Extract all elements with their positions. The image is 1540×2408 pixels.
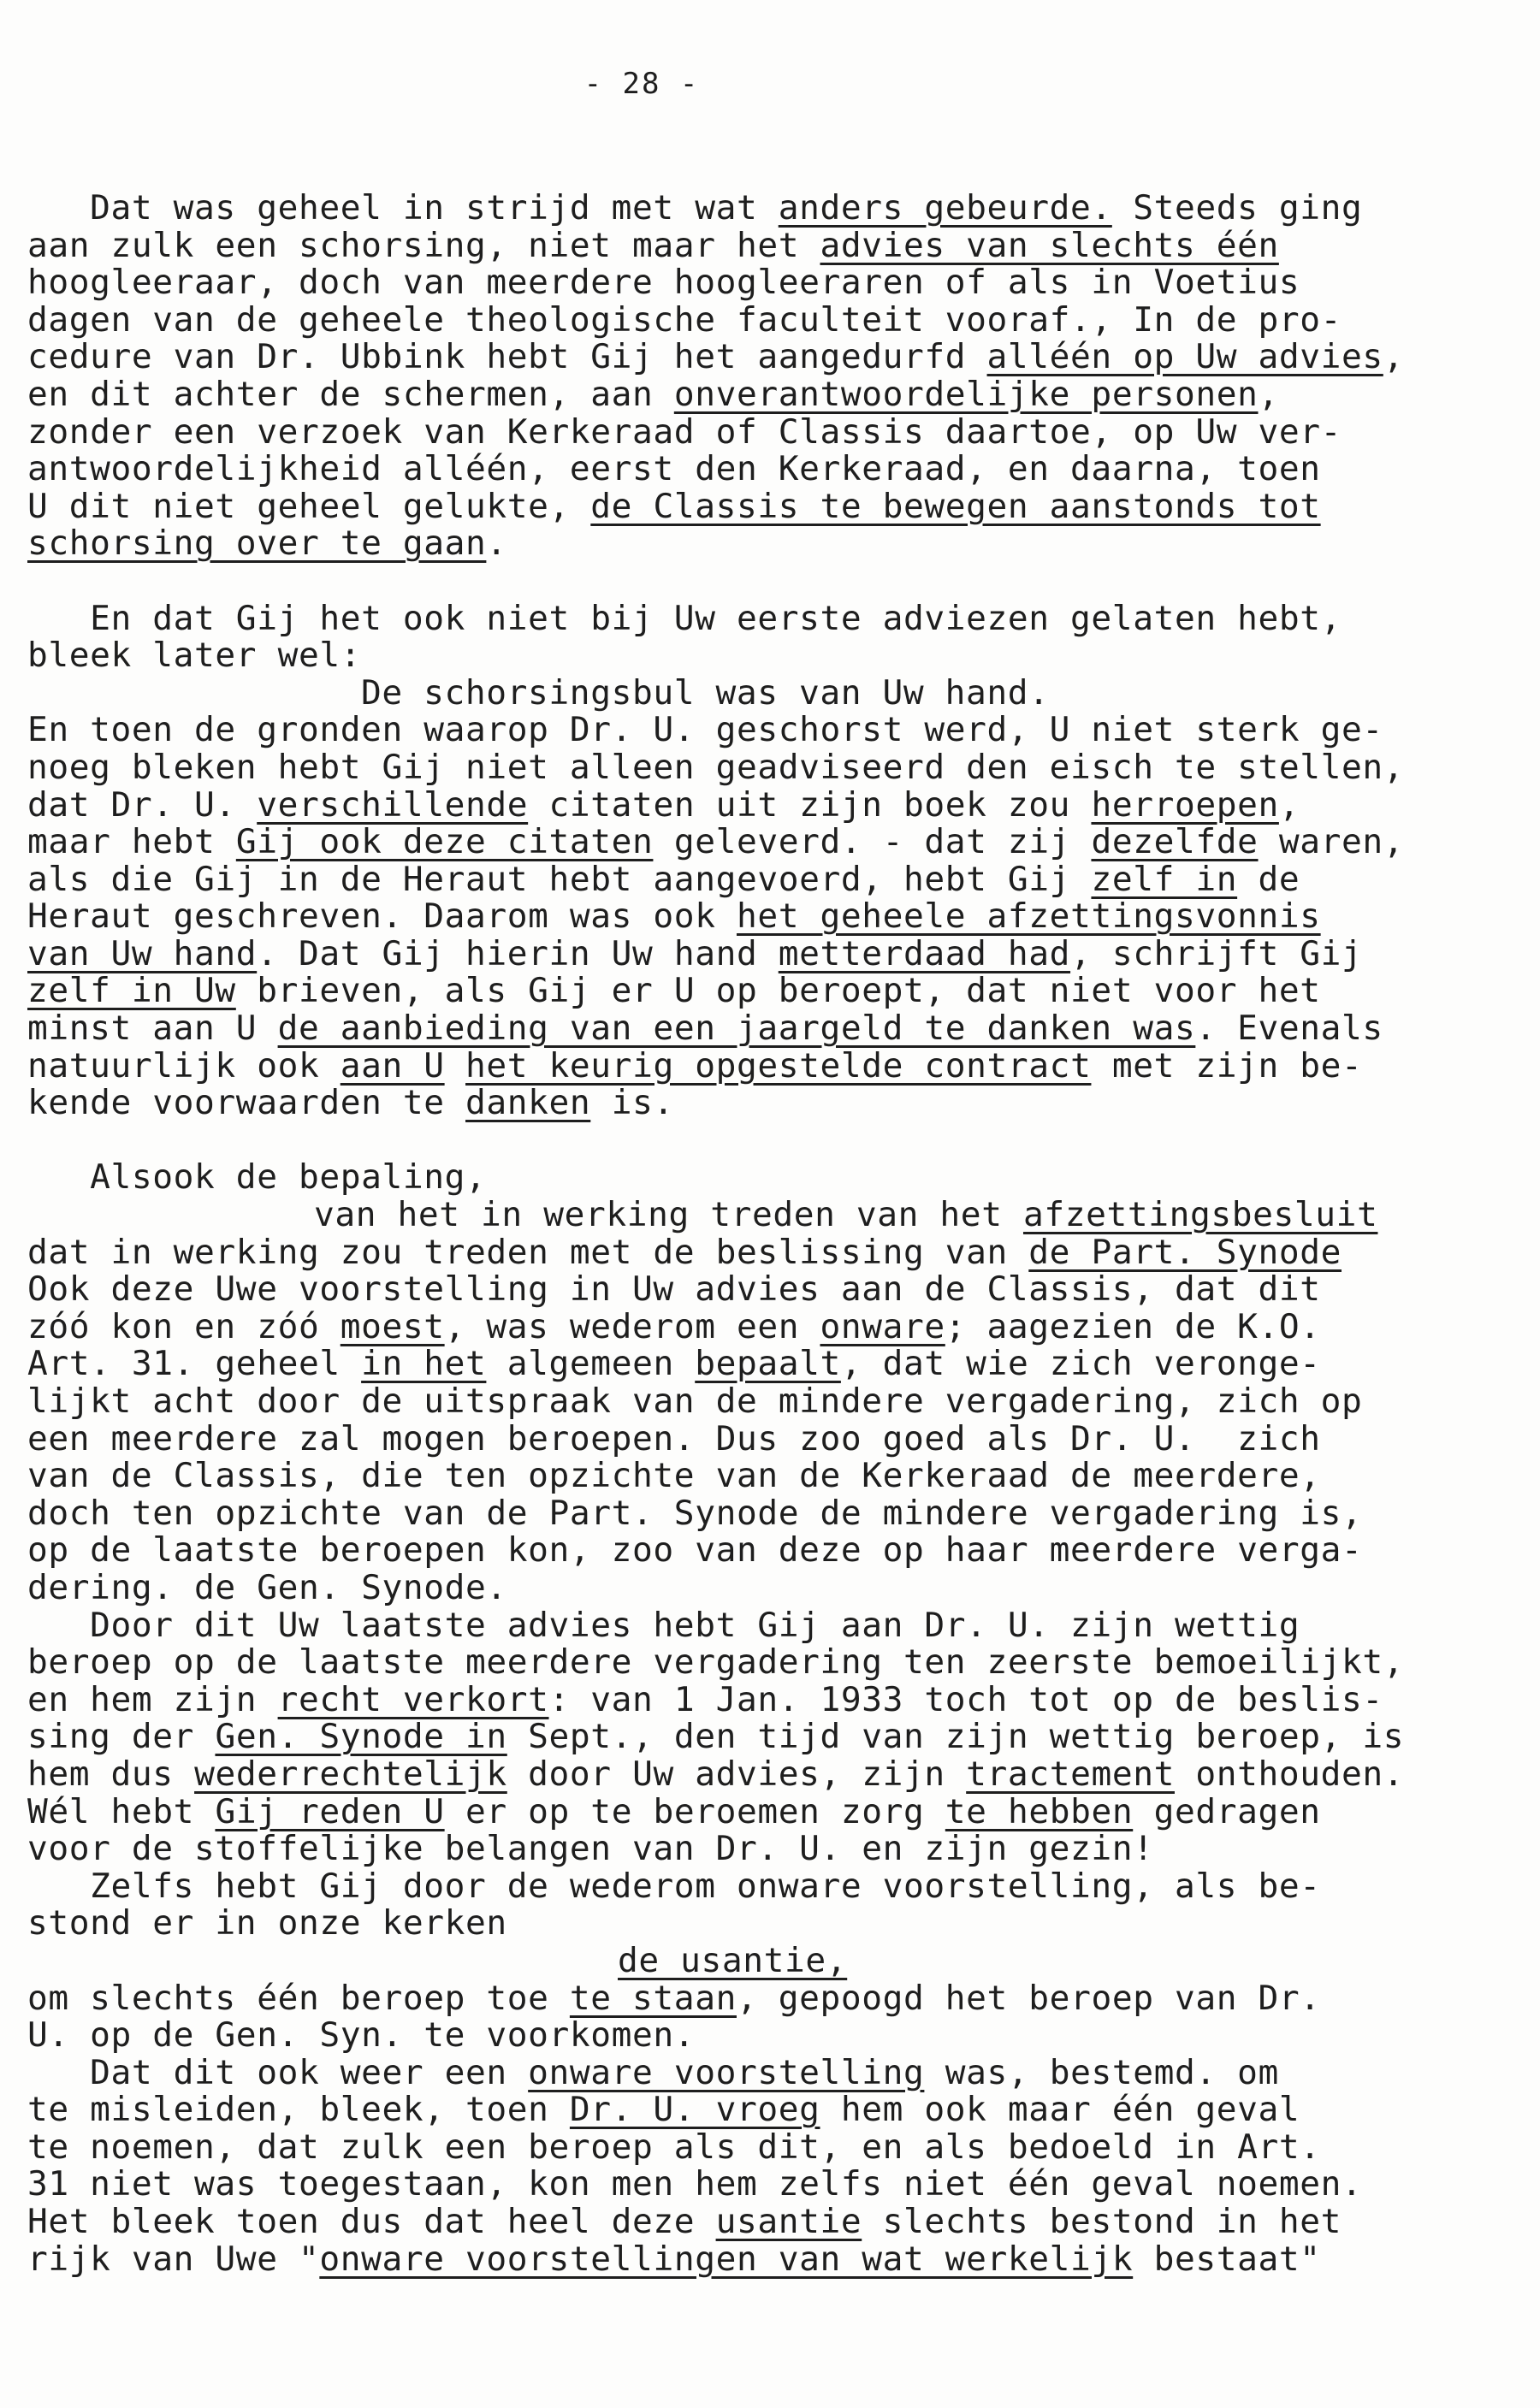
- underlined-text: in het: [361, 1344, 487, 1384]
- text-line: [27, 1532, 1516, 1570]
- text-line: [27, 299, 1516, 340]
- text-segment: Alsook de bepaling,: [27, 1157, 487, 1198]
- text-line: [27, 1234, 1516, 1272]
- text-segment: hoogleeraar, doch van meerdere hoogleeraren of als in Voetius: [27, 263, 1300, 303]
- text-segment: voor de stoffelijke belangen van Dr. U. en zijn gezin!: [27, 1829, 1154, 1869]
- text-line: [27, 2129, 1516, 2167]
- text-line: [27, 1458, 1516, 1495]
- text-segment: , was wederom een: [444, 1306, 820, 1346]
- text-segment: stond er in onze kerken: [27, 1903, 507, 1944]
- text-line: [27, 190, 1516, 228]
- text-line: [27, 1159, 1516, 1197]
- text-segment: citaten uit zijn boek zou: [528, 784, 1092, 825]
- text-segment: .: [486, 524, 507, 564]
- paragraph-gap: [27, 563, 1516, 601]
- text-segment: zonder een verzoek van Kerkeraad of Classis daartoe, op Uw ver-: [27, 411, 1342, 452]
- text-line: [27, 1940, 1516, 1980]
- text-segment: Het bleek toen dus dat heel deze: [27, 2202, 716, 2242]
- text-segment: als die Gij in de Heraut hebt aangevoerd, hebt Gij: [27, 859, 1092, 899]
- text-segment: en hem zijn: [27, 1679, 278, 1719]
- text-segment: te noemen, dat zulk een beroep als dit, en als bedoeld in Art.: [27, 2127, 1321, 2167]
- text-segment: bleek later wel:: [27, 636, 362, 676]
- underlined-text: de Classis te bewegen aanstonds tot: [590, 486, 1321, 526]
- text-segment: minst aan U: [27, 1009, 278, 1049]
- text-segment: 31 niet was toegestaan, kon men hem zelfs niet één geval noemen.: [27, 2164, 1363, 2204]
- text-line: [27, 1868, 1516, 1906]
- underlined-text: metterdaad had: [778, 933, 1071, 973]
- text-segment: was, bestemd. om: [924, 2052, 1279, 2092]
- underlined-text: dezelfde: [1091, 822, 1259, 862]
- underlined-text: Gen. Synode in: [215, 1717, 507, 1757]
- text-line: [27, 525, 1516, 563]
- text-segment: kende voorwaarden te: [27, 1083, 466, 1123]
- text-segment: En toen de gronden waarop Dr. U. geschorst werd, U niet sterk ge-: [27, 710, 1383, 750]
- underlined-text: moest: [340, 1306, 445, 1346]
- text-segment: Zelfs hebt Gij door de wederom onware voorstelling, als be-: [27, 1866, 1321, 1906]
- text-line: [27, 1045, 1516, 1086]
- text-line: [27, 225, 1516, 265]
- text-line: [27, 1756, 1516, 1794]
- underlined-text: afzettingsbesluit: [1022, 1195, 1378, 1235]
- text-segment: Sept., den tijd van zijn wettig beroep, is: [506, 1717, 1405, 1757]
- underlined-text: verschillende: [257, 784, 529, 825]
- text-line: [27, 824, 1516, 861]
- text-segment: van het in werking treden van het: [314, 1195, 1023, 1235]
- text-segment: U dit niet geheel gelukte,: [27, 486, 591, 526]
- underlined-text: de aanbieding van een jaargeld te danken was: [277, 1009, 1196, 1049]
- text-segment: Heraut geschreven. Daarom was ook: [27, 896, 737, 937]
- text-segment: natuurlijk ook: [27, 1045, 341, 1086]
- text-segment: , dat wie zich veronge-: [840, 1344, 1321, 1384]
- text-line: [27, 1346, 1516, 1383]
- text-segment: waren,: [1258, 822, 1405, 862]
- text-line: [27, 1980, 1516, 2018]
- text-segment: is.: [590, 1083, 674, 1123]
- text-line: [27, 898, 1516, 936]
- underlined-text: het geheele afzettingsvonnis: [736, 896, 1321, 937]
- text-line: [27, 411, 1516, 452]
- text-line: [27, 1495, 1516, 1533]
- text-segment: op de laatste beroepen kon, zoo van deze op haar meerdere verga-: [27, 1530, 1363, 1571]
- text-line: [27, 1418, 1516, 1458]
- underlined-text: usantie: [715, 2202, 862, 2242]
- text-segment: er op te beroemen zorg: [444, 1791, 945, 1831]
- text-segment: ,: [1258, 374, 1279, 414]
- text-segment: dering. de Gen. Synode.: [27, 1567, 507, 1607]
- text-line: [27, 1383, 1516, 1421]
- text-segment: slechts bestond in het: [862, 2202, 1342, 2242]
- text-segment: een meerdere zal mogen beroepen. Dus zoo goed als Dr. U. zich: [27, 1418, 1321, 1458]
- text-segment: Wél hebt: [27, 1791, 216, 1831]
- text-segment: : van 1 Jan. 1933 toch tot op de beslis-: [548, 1679, 1383, 1719]
- text-segment: brieven, als Gij er U op beroept, dat niet voor het: [235, 971, 1321, 1011]
- text-segment: geleverd. - dat zij: [653, 822, 1092, 862]
- text-segment: U. op de Gen. Syn. te voorkomen.: [27, 2015, 696, 2056]
- underlined-text: anders gebeurde.: [778, 188, 1112, 228]
- text-segment: , gepoogd het beroep van Dr.: [736, 1978, 1321, 2018]
- paragraph-gap: [27, 1122, 1516, 1160]
- underlined-text: schorsing over te gaan: [27, 524, 487, 564]
- underlined-text: advies van slechts één: [820, 225, 1279, 265]
- text-segment: [445, 1046, 465, 1086]
- underlined-text: te hebben: [945, 1791, 1134, 1831]
- text-line: [27, 672, 1516, 713]
- text-line: [27, 1719, 1516, 1756]
- underlined-text: het keurig opgestelde contract: [465, 1045, 1092, 1086]
- text-segment: door Uw advies, zijn: [506, 1754, 967, 1794]
- text-segment: Art. 31. geheel: [27, 1344, 362, 1384]
- text-segment: lijkt acht door de uitspraak van de mindere vergadering, zich op: [27, 1381, 1363, 1421]
- text-segment: . Evenals: [1195, 1009, 1383, 1049]
- underlined-text: Gij reden U: [215, 1791, 445, 1831]
- text-segment: ,: [1383, 337, 1405, 377]
- underlined-text: bepaalt: [695, 1344, 841, 1384]
- text-line: [27, 488, 1516, 526]
- underlined-text: onware voorstellingen van wat werkelijk: [319, 2239, 1134, 2279]
- text-line: [27, 749, 1516, 787]
- text-line: [27, 2241, 1516, 2279]
- text-segment: hem dus: [27, 1754, 195, 1794]
- text-line: [27, 1306, 1516, 1346]
- text-segment: cedure van Dr. Ubbink hebt Gij het aangedurfd: [27, 337, 987, 377]
- underlined-text: onverantwoordelijke personen: [673, 374, 1259, 414]
- text-segment: en dit achter de schermen, aan: [27, 374, 674, 414]
- text-segment: dat Dr. U.: [27, 784, 258, 825]
- text-line: [27, 637, 1516, 675]
- text-line: [27, 1831, 1516, 1868]
- text-segment: met zijn be-: [1091, 1045, 1363, 1086]
- text-line: [27, 264, 1516, 302]
- text-segment: Steeds ging: [1111, 188, 1363, 228]
- text-line: [27, 1085, 1516, 1122]
- text-segment: Dat was geheel in strijd met wat: [27, 188, 779, 228]
- text-line: [27, 712, 1516, 749]
- text-segment: de: [1237, 859, 1300, 899]
- text-segment: De schorsingsbul was van Uw hand.: [361, 672, 1050, 713]
- text-line: [27, 1607, 1516, 1645]
- text-segment: Dat dit ook weer een: [27, 2052, 529, 2092]
- document-body: [27, 190, 1516, 2278]
- underlined-text: recht verkort: [277, 1679, 549, 1719]
- underlined-text: alléén op Uw advies: [986, 337, 1383, 377]
- underlined-text: zelf in Uw: [27, 971, 236, 1011]
- text-line: [27, 784, 1516, 825]
- underlined-text: herroepen: [1091, 784, 1279, 825]
- text-line: [27, 1791, 1516, 1831]
- text-line: [27, 376, 1516, 414]
- text-segment: bestaat": [1133, 2239, 1321, 2279]
- text-segment: hem ook maar één geval: [820, 2090, 1300, 2130]
- text-segment: van de Classis, die ten opzichte van de Kerkeraad de meerdere,: [27, 1456, 1321, 1496]
- underlined-text: onware voorstelling: [528, 2052, 925, 2092]
- text-segment: maar hebt: [27, 822, 236, 862]
- paragraph: [27, 1159, 1516, 2278]
- text-line: [27, 2166, 1516, 2204]
- text-segment: om slechts één beroep toe: [27, 1978, 570, 2018]
- text-segment: sing der: [27, 1717, 216, 1757]
- text-line: [27, 1010, 1516, 1048]
- text-segment: . Dat Gij hierin Uw hand: [257, 933, 779, 973]
- text-segment: gedragen: [1133, 1791, 1321, 1831]
- text-line: [27, 2204, 1516, 2241]
- text-segment: zóó kon en zóó: [27, 1306, 341, 1346]
- text-segment: ,: [1278, 784, 1300, 825]
- underlined-text: tractement: [966, 1754, 1175, 1794]
- text-line: [27, 2052, 1516, 2092]
- text-line: [27, 1197, 1516, 1234]
- text-line: [27, 339, 1516, 376]
- underlined-text: danken: [465, 1083, 591, 1123]
- underlined-text: onware: [820, 1306, 945, 1346]
- underlined-text: te staan: [569, 1978, 737, 2018]
- text-line: [27, 1679, 1516, 1719]
- text-segment: te misleiden, bleek, toen: [27, 2090, 570, 2130]
- text-segment: Ook deze Uwe voorstelling in Uw advies aan de Classis, dat dit: [27, 1269, 1321, 1310]
- underlined-text: de usantie,: [618, 1940, 848, 1980]
- text-segment: dat in werking zou treden met de beslissing van: [27, 1232, 1029, 1272]
- underlined-text: zelf in: [1091, 859, 1238, 899]
- text-segment: beroep op de laatste meerdere vergadering ten zeerste bemoeilijkt,: [27, 1642, 1405, 1683]
- underlined-text: van Uw hand: [27, 933, 258, 973]
- text-line: [27, 861, 1516, 899]
- underlined-text: wederrechtelijk: [194, 1754, 507, 1794]
- text-line: [27, 598, 1516, 638]
- underlined-text: Dr. U. vroeg: [569, 2090, 820, 2130]
- underlined-text: aan U: [340, 1045, 445, 1086]
- text-segment: rijk van Uwe ": [27, 2239, 320, 2279]
- text-line: [27, 2091, 1516, 2129]
- text-segment: ; aagezien de K.O.: [945, 1306, 1321, 1346]
- text-line: [27, 933, 1516, 973]
- text-segment: doch ten opzichte van de Part. Synode de mindere vergadering is,: [27, 1493, 1363, 1533]
- paragraph: [27, 598, 1516, 1123]
- text-line: [27, 1271, 1516, 1309]
- text-segment: aan zulk een schorsing, niet maar het: [27, 225, 820, 265]
- text-line: [27, 1905, 1516, 1943]
- text-line: [27, 1644, 1516, 1682]
- text-segment: dagen van de geheele theologische faculteit vooraf., In de pro-: [27, 299, 1342, 340]
- text-segment: , schrijft Gij: [1070, 933, 1363, 973]
- text-line: [27, 2017, 1516, 2055]
- text-line: [27, 1567, 1516, 1607]
- text-segment: algemeen: [486, 1344, 696, 1384]
- underlined-text: de Part. Synode: [1028, 1232, 1342, 1272]
- text-segment: onthouden.: [1174, 1754, 1405, 1794]
- paragraph: [27, 190, 1516, 563]
- underlined-text: Gij ook deze citaten: [235, 822, 654, 862]
- text-line: [27, 973, 1516, 1010]
- text-line: [27, 451, 1516, 488]
- text-segment: noeg bleken hebt Gij niet alleen geadviseerd den eisch te stellen,: [27, 747, 1405, 787]
- text-segment: En dat Gij het ook niet bij Uw eerste adviezen gelaten hebt,: [27, 598, 1342, 638]
- text-segment: Door dit Uw laatste advies hebt Gij aan Dr. U. zijn wettig: [27, 1605, 1300, 1645]
- text-segment: antwoordelijkheid alléén, eerst den Kerkeraad, en daarna, toen: [27, 449, 1321, 489]
- page-number: - 28 -: [583, 67, 700, 101]
